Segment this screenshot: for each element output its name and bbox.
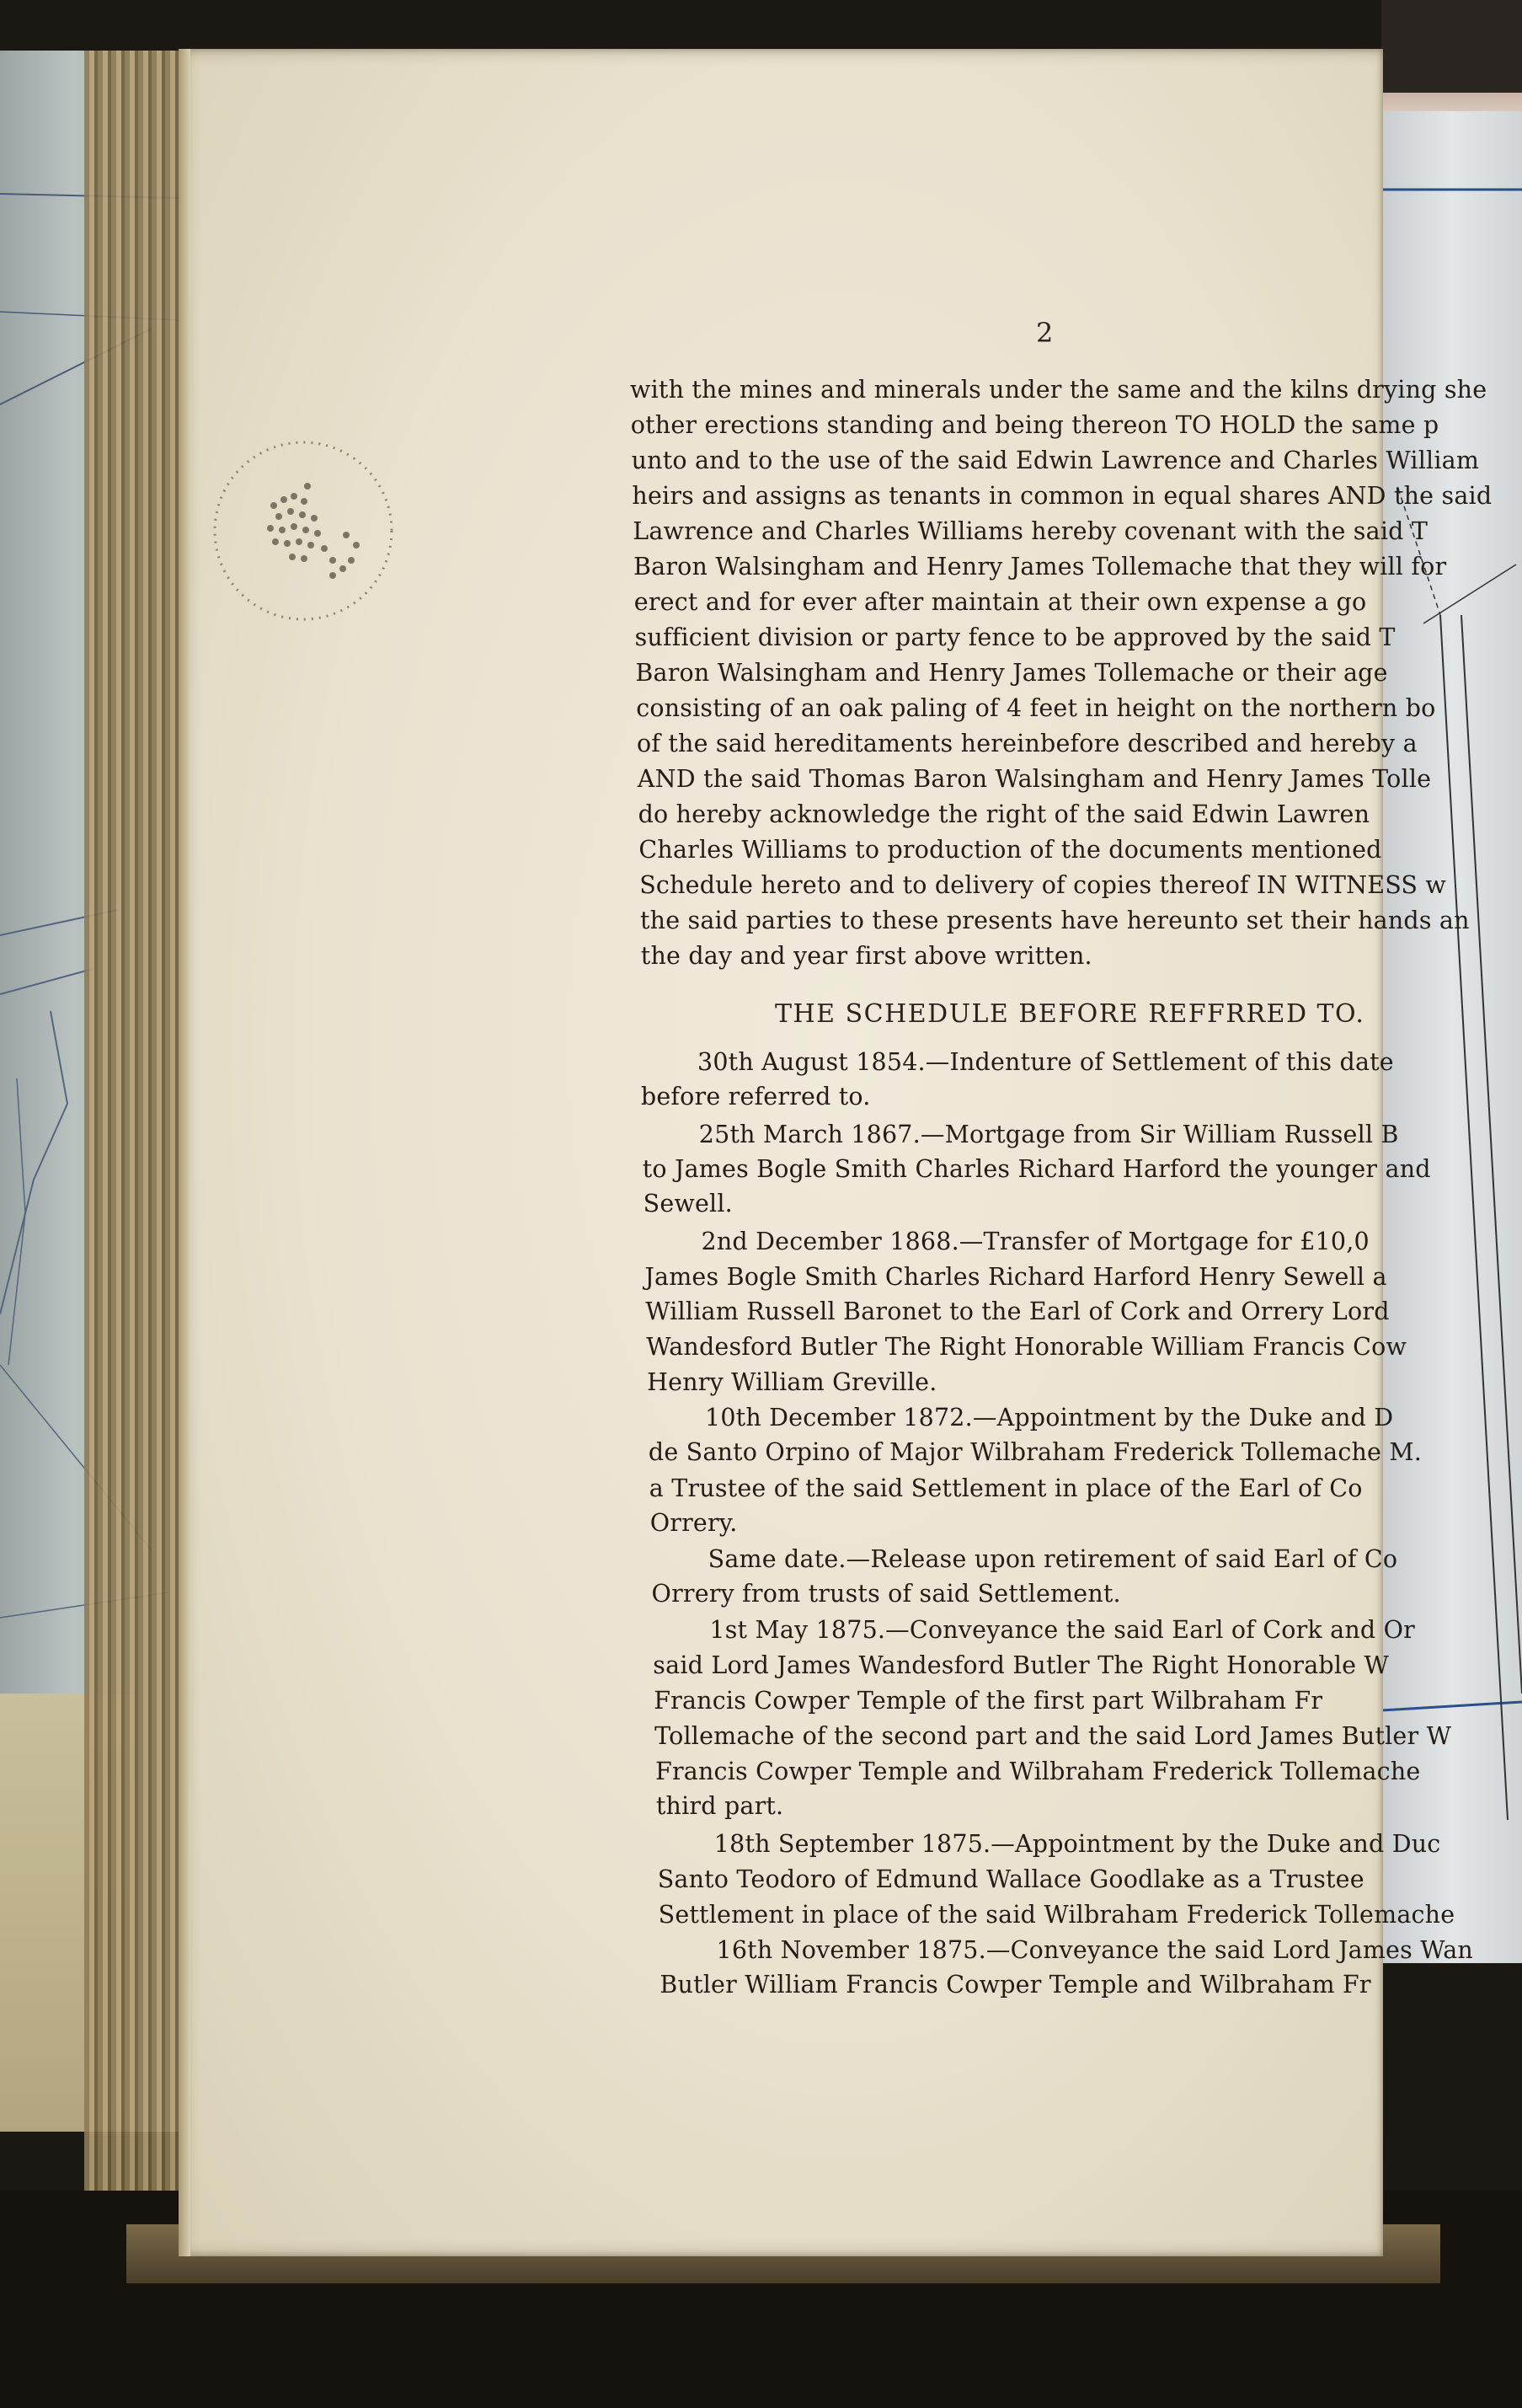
schedule-line: 30th August 1854.—Indenture of Settlement of this date [697, 1048, 1394, 1076]
body-line: unto and to the use of the said Edwin Lawrence and Charles William [631, 447, 1480, 474]
body-line: consisting of an oak paling of 4 feet in height on the northern bo [636, 694, 1436, 722]
body-line: of the said hereditaments hereinbefore described and hereby a [637, 730, 1418, 757]
schedule-line: before referred to. [640, 1083, 871, 1110]
body-line: Charles Williams to production of the documents mentioned [638, 836, 1382, 864]
body-line: erect and for ever after maintain at their own expense a go [633, 588, 1367, 616]
schedule-line: 2nd December 1868.—Transfer of Mortgage for £10,0 [701, 1228, 1370, 1255]
schedule-line: Francis Cowper Temple of the first part Wilbraham Fr [654, 1687, 1323, 1715]
schedule-line: Orrery from trusts of said Settlement. [651, 1580, 1121, 1608]
schedule-line: Wandesford Butler The Right Honorable William Francis Cow [646, 1333, 1407, 1361]
schedule-heading: THE SCHEDULE BEFORE REFFRRED TO. [775, 999, 1365, 1029]
schedule-line: Same date.—Release upon retirement of said Earl of Co [708, 1545, 1398, 1573]
schedule-line: Santo Teodoro of Edmund Wallace Goodlake as a Trustee [657, 1865, 1364, 1893]
schedule-line: Sewell. [643, 1190, 733, 1217]
schedule-line: Francis Cowper Temple and Wilbraham Frederick Tollemache [655, 1758, 1421, 1785]
schedule-line: 10th December 1872.—Appointment by the Duke and D [705, 1404, 1394, 1431]
body-line: with the mines and minerals under the same and the kilns drying she [630, 376, 1487, 404]
schedule-line: third part. [655, 1792, 784, 1820]
schedule-line: James Bogle Smith Charles Richard Harford Henry Sewell a [644, 1263, 1387, 1291]
schedule-line: 1st May 1875.—Conveyance the said Earl of Cork and Or [709, 1616, 1415, 1644]
right-map-drawing [1381, 93, 1522, 1963]
schedule-line: William Russell Baronet to the Earl of Cork and Orrery Lord [645, 1298, 1390, 1325]
body-line: Baron Walsingham and Henry James Tollemache that they will for [633, 553, 1447, 581]
body-line: do hereby acknowledge the right of the said Edwin Lawren [638, 800, 1370, 828]
body-line: the day and year first above written. [640, 942, 1092, 970]
torn-sheet-edge [1381, 93, 1522, 111]
body-line: sufficient division or party fence to be approved by the said T [634, 623, 1396, 651]
schedule-line: Butler William Francis Cowper Temple and Wilbraham Fr [660, 1971, 1371, 1999]
body-line: Schedule hereto and to delivery of copies thereof IN WITNESS w [639, 871, 1447, 899]
right-dark-edge [1381, 0, 1522, 97]
schedule-line: a Trustee of the said Settlement in place of the Earl of Co [649, 1474, 1363, 1502]
schedule-line: Orrery. [649, 1509, 738, 1537]
schedule-line: Henry William Greville. [647, 1368, 937, 1396]
schedule-line: Tollemache of the second part and the said Lord James Butler W [654, 1722, 1452, 1750]
schedule-line: 25th March 1867.—Mortgage from Sir William Russell B [698, 1121, 1399, 1148]
schedule-line: 16th November 1875.—Conveyance the said Lord James Wan [716, 1936, 1473, 1964]
body-line: Lawrence and Charles Williams hereby covenant with the said T [633, 517, 1429, 545]
page-number: 2 [1036, 317, 1054, 349]
body-line: other erections standing and being thereon TO HOLD the same p [630, 411, 1439, 439]
body-line: heirs and assigns as tenants in common in equal shares AND the said [632, 482, 1493, 510]
schedule-line: de Santo Orpino of Major Wilbraham Frederick Tollemache M. [648, 1438, 1423, 1466]
schedule-line: 18th September 1875.—Appointment by the Duke and Duc [713, 1830, 1441, 1858]
schedule-line: Settlement in place of the said Wilbraham Frederick Tollemache [658, 1901, 1455, 1929]
body-line: AND the said Thomas Baron Walsingham and Henry James Tolle [637, 765, 1432, 793]
schedule-line: to James Bogle Smith Charles Richard Harford the younger and [642, 1155, 1431, 1183]
body-line: the said parties to these presents have hereunto set their hands an [640, 907, 1470, 934]
schedule-line: said Lord James Wandesford Butler The Right Honorable W [653, 1651, 1389, 1679]
body-line: Baron Walsingham and Henry James Tollemache or their age [635, 659, 1388, 687]
